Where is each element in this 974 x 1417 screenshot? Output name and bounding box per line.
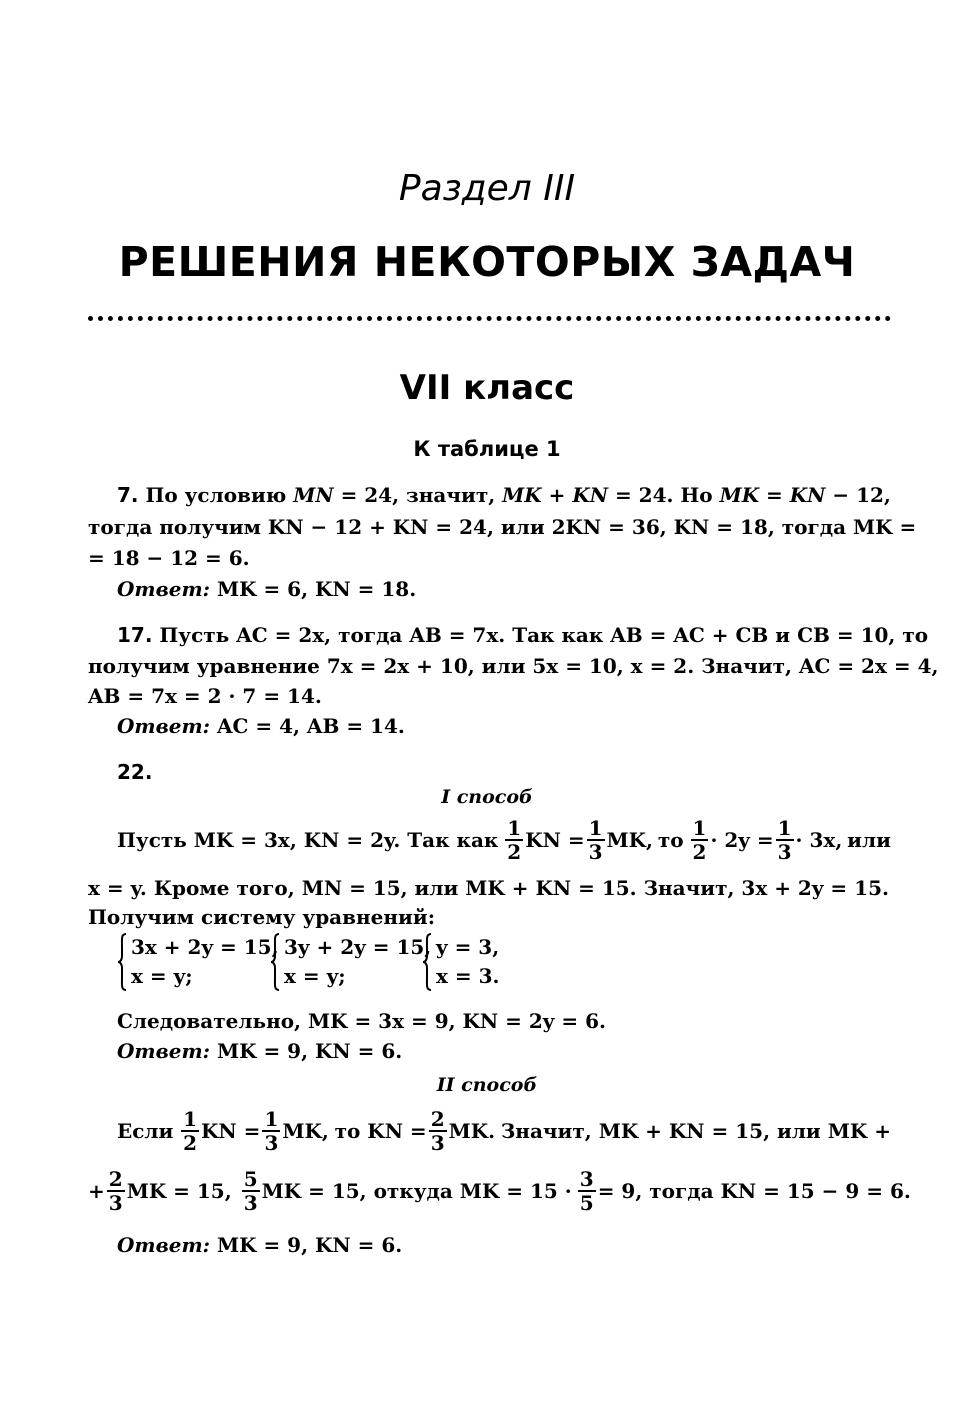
fraction: $\frac{1}{2}$ (692, 816, 707, 864)
answer-text: MK = 6, KN = 18. (216, 577, 417, 601)
problem-22-number: 22. (117, 760, 153, 784)
method-1-line-3: Получим систему уравнений: (88, 905, 436, 929)
fraction: $\frac{2}{3}$ (108, 1167, 123, 1215)
left-brace-icon (117, 933, 127, 991)
left-brace-icon (422, 933, 432, 991)
method-2-line-1: Если $\frac{1}{2}$ KN = $\frac{1}{3}$ MK, то KN = $\frac{2}{3}$ MK. Значит, MK + KN = 15, или MK + (117, 1107, 891, 1155)
method-2-title: II способ (436, 1074, 538, 1096)
fraction: $\frac{3}{5}$ (579, 1167, 594, 1215)
dotted-divider (88, 316, 891, 321)
fraction: $\frac{2}{3}$ (430, 1107, 445, 1155)
fraction: $\frac{1}{3}$ (588, 816, 603, 864)
left-brace-icon (270, 933, 280, 991)
method-2-line-2: + $\frac{2}{3}$ MK = 15, $\frac{5}{3}$ MK = 15, откуда MK = 15 · $\frac{3}{5}$ = 9, тогда KN = 15 − 9 = 6. (88, 1167, 911, 1215)
section-label: Раздел III (398, 168, 576, 209)
fraction: $\frac{5}{3}$ (243, 1167, 258, 1215)
problem-number: 7. (117, 483, 139, 507)
document-page: Раздел III РЕШЕНИЯ НЕКОТОРЫХ ЗАДАЧ VII класс К таблице 1 7. По условию MN = 24, значит, MK + KN = 24. Но MK = KN − 12, тогда получим KN − 12 + KN = 24, или 2KN = 36, KN = 18, тогда MK = = 18 − 12 = 6. Ответ: MK = 6, KN = 18. 17. Пусть AC = 2x, тогда AB = 7x. Так как AB = AC + CB и CB = 10, то получим уравнение 7x = 2x + 10, или 5x = 10, x = 2. Значит, AC = 2x = 4, AB = 7x = 2 · 7 = 14. Ответ: AC = 4, AB = 14. 22. I способ Пусть MK = 3x, KN = 2y. Так как $\frac{1}{2}$ KN = $\frac{1}{3}$ MK, то $\frac{1}{2}$ · 2y = $\frac{1}{3}$ · 3x, или x = y. Кроме того, MN = 15, или MK + KN = 15. Значит, 3x + 2y = 15. Получим систему уравнений: 3x + 2y = 15, x = y; 3y + 2y = 15, x = y; y = 3, x = 3. Следовательно, MK = 3x = 9, KN = 2y = 6. Ответ: MK = 9, KN = 6. II способ Если $\frac{1}{2}$ KN = $\frac{1}{3}$ MK, то KN = $\frac{2}{3}$ MK. Значит, MK + KN = 15, или MK + + $\frac{2}{3}$ MK = 15, $\frac{5}{3}$ MK = 15, откуда MK = 15 · $\frac{3}{5}$ = 9, тогда KN = 15 − 9 = 6. Ответ: MK = 9, KN = 6. (0, 0, 974, 1417)
problem-7-line-1: 7. По условию MN = 24, значит, MK + KN = 24. Но MK = KN − 12, (117, 480, 891, 510)
method-1-line-2: x = y. Кроме того, MN = 15, или MK + KN = 15. Значит, 3x + 2y = 15. (88, 876, 889, 900)
method-1-answer (117, 1036, 402, 1066)
method-1-conclusion: Следовательно, MK = 3x = 9, KN = 2y = 6. (117, 1009, 606, 1033)
problem-7-line-2: тогда получим KN − 12 + KN = 24, или 2KN = 36, KN = 18, тогда MK = (88, 515, 917, 539)
answer-label: Ответ: (117, 714, 210, 738)
answer-text: MK = 9, KN = 6. (216, 1233, 403, 1257)
fraction: $\frac{1}{2}$ (183, 1107, 198, 1155)
answer-label: Ответ: (117, 1233, 210, 1257)
problem-17-line-3: AB = 7x = 2 · 7 = 14. (88, 684, 322, 708)
table-heading: К таблице 1 (413, 437, 561, 461)
fraction: $\frac{1}{3}$ (264, 1107, 279, 1155)
fraction: $\frac{1}{3}$ (777, 816, 792, 864)
problem-17-answer (117, 711, 405, 741)
answer-label: Ответ: (117, 1039, 210, 1063)
method-1-title: I способ (441, 786, 533, 808)
fraction: $\frac{1}{2}$ (507, 816, 522, 864)
answer-text: AC = 4, AB = 14. (216, 714, 405, 738)
problem-7-answer (117, 574, 416, 604)
problem-7-line-3: = 18 − 12 = 6. (88, 546, 250, 570)
problem-number: 17. (117, 623, 153, 647)
problem-17-line-2: получим уравнение 7x = 2x + 10, или 5x = 10, x = 2. Значит, AC = 2x = 4, (88, 654, 939, 678)
answer-label: Ответ: (117, 577, 210, 601)
method-2-answer (117, 1230, 402, 1260)
answer-text: MK = 9, KN = 6. (216, 1039, 403, 1063)
page-title: РЕШЕНИЯ НЕКОТОРЫХ ЗАДАЧ (118, 238, 856, 286)
grade-heading: VII класс (399, 368, 575, 408)
problem-17-line-1: 17. Пусть AC = 2x, тогда AB = 7x. Так как AB = AC + CB и CB = 10, то (117, 623, 929, 647)
method-1-line-1: Пусть MK = 3x, KN = 2y. Так как $\frac{1}{2}$ KN = $\frac{1}{3}$ MK, то $\frac{1}{2}$ · 2y = $\frac{1}{3}$ · 3x, или (117, 816, 891, 864)
